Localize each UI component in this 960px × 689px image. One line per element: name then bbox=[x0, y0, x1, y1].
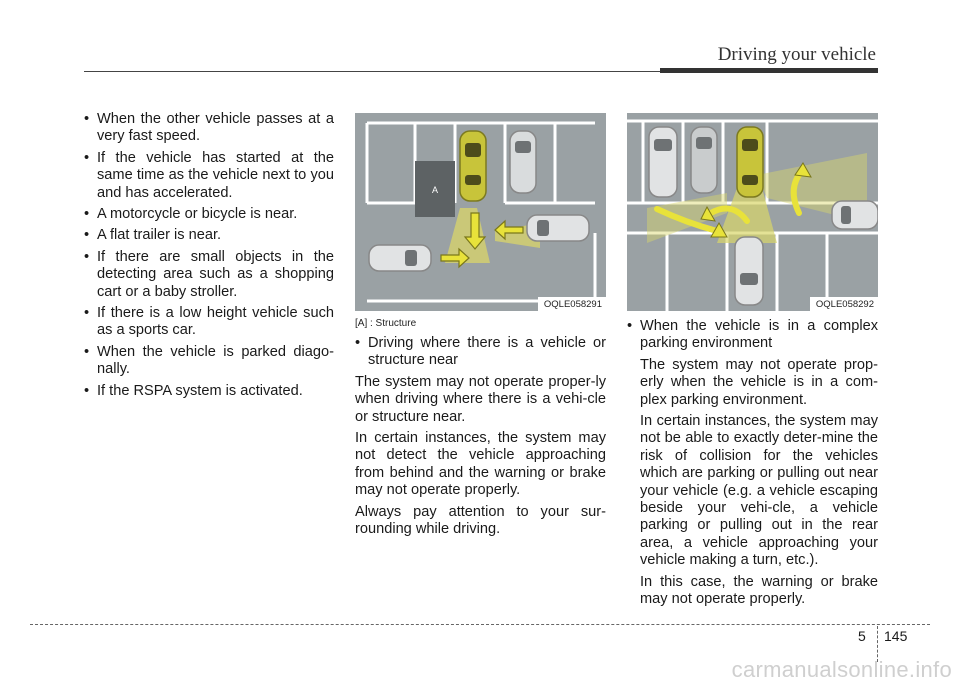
chapter-number: 5 bbox=[858, 628, 866, 644]
paragraph: In certain instances, the system may not be able to exactly deter-mine the risk of collision for the vehicles which are parking or pulling out near your vehicle (e.g. a vehicle escaping beside your vehi-cle, a vehicle parking or pulling out in the rear area, a vehicle approaching your vehicle making a turn, etc.). bbox=[640, 413, 878, 569]
paragraph: The system may not operate proper-ly when driving where there is a vehi-cle or structure near. bbox=[355, 373, 606, 425]
parking-illustration bbox=[355, 113, 606, 311]
list-item: • When the other vehicle passes at a very fast speed. bbox=[84, 111, 334, 146]
list-item: • A motorcycle or bicycle is near. bbox=[84, 206, 334, 223]
column-middle bbox=[355, 318, 606, 538]
paragraph: In certain instances, the system may not detect the vehicle approaching from behind and the warning or brake may not operate properly. bbox=[355, 430, 606, 499]
paragraph: In this case, the warning or brake may not operate properly. bbox=[640, 573, 878, 608]
list-item: • A flat trailer is near. bbox=[84, 227, 334, 244]
list-item: • If the RSPA system is activated. bbox=[84, 383, 334, 400]
list-item: • If the vehicle has started at the same time as the vehicle next to you and has accelerated. bbox=[84, 150, 334, 202]
footer-rule bbox=[30, 624, 930, 625]
figure-complex-parking bbox=[627, 113, 878, 311]
condition-list bbox=[627, 318, 878, 353]
list-item: • Driving where there is a vehicle or structure near bbox=[355, 335, 606, 370]
structure-marker: A bbox=[431, 185, 439, 195]
figure-code: OQLE058291 bbox=[538, 297, 606, 311]
parking-illustration bbox=[627, 113, 878, 311]
header-rule-accent bbox=[660, 68, 878, 73]
list-item: • If there is a low height vehicle such as a sports car. bbox=[84, 305, 334, 340]
figure-caption: [A] : Structure bbox=[355, 318, 417, 329]
paragraph: Always pay attention to your sur-rounding while driving. bbox=[355, 503, 606, 538]
column-left bbox=[84, 111, 334, 404]
watermark: carmanualsonline.info bbox=[731, 657, 952, 682]
list-item: • When the vehicle is parked diago-nally. bbox=[84, 344, 334, 379]
figure-structure-near bbox=[355, 113, 606, 311]
figure-code: OQLE058292 bbox=[810, 297, 878, 311]
page-number: 145 bbox=[884, 628, 908, 644]
list-item: • When the vehicle is in a complex parking environment bbox=[627, 318, 878, 353]
header-rule bbox=[84, 71, 660, 72]
condition-list bbox=[84, 111, 334, 400]
column-right bbox=[627, 318, 878, 609]
list-item: • If there are small objects in the detecting area such as a shopping cart or a baby stroller. bbox=[84, 249, 334, 301]
running-header: Driving your vehicle bbox=[717, 44, 876, 65]
paragraph: The system may not operate prop-erly when the vehicle is in a com-plex parking environment. bbox=[640, 356, 878, 408]
condition-list bbox=[355, 335, 606, 370]
